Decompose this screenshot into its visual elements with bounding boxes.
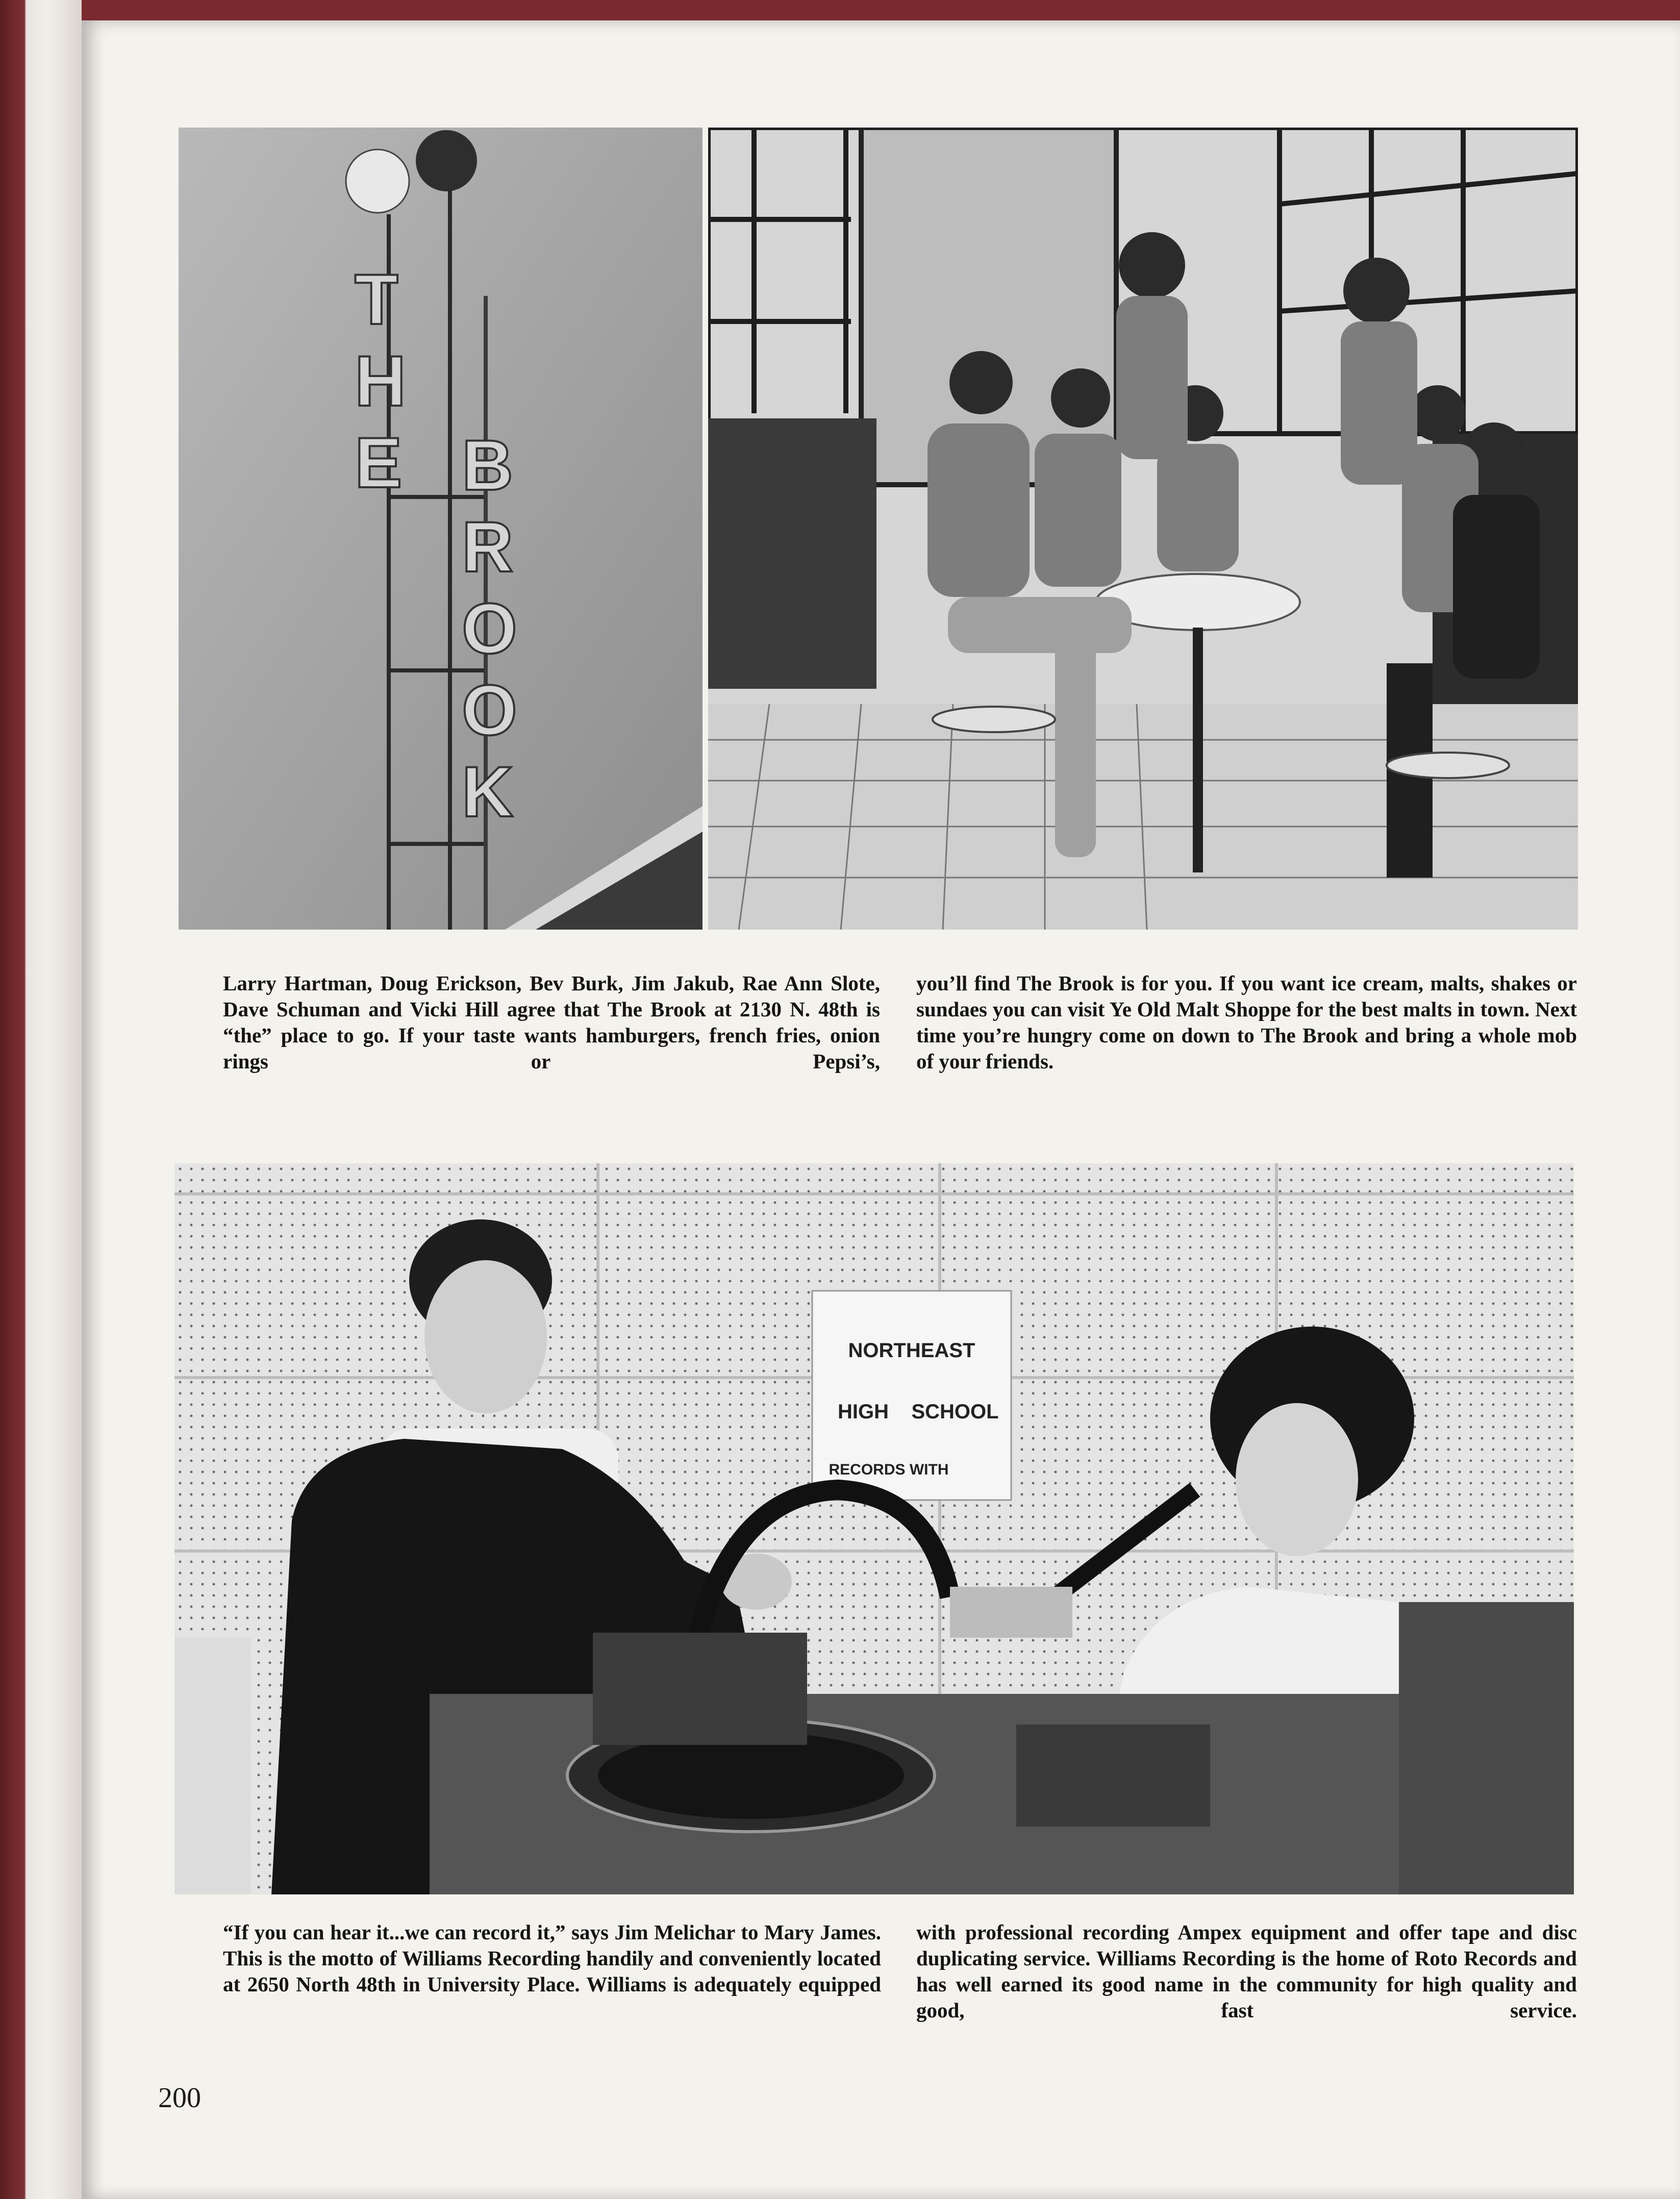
svg-text:B: B [462, 425, 514, 505]
sign-letter-the-3: E [355, 422, 403, 503]
brook-caption-right: you’ll find The Brook is for you. If you want ice cream, malts, shakes or sundaes you can visit Ye Old Malt Shoppe for the best malts in town. Next time you’re hungry come on down to The Brook and bring a whole mob of your friends. [916, 971, 1577, 1073]
svg-text:O: O [462, 588, 517, 668]
svg-text:K: K [462, 752, 514, 832]
svg-text:R: R [462, 507, 514, 587]
studio-sign-line-4: RECORDS WITH [829, 1461, 949, 1478]
recording-studio-photo [174, 1163, 1574, 1894]
studio-caption-left: “If you can hear it...we can record it,” says Jim Melichar to Mary James. This is the motto of Williams Recording handily and conveniently located at 2650 North 48th in University Place. Williams is adequately equipped [223, 1920, 881, 1996]
sign-letter-the-2: H [355, 341, 407, 421]
brook-sign-image [179, 128, 703, 930]
svg-text:O: O [462, 670, 517, 750]
brook-group-photo [708, 128, 1578, 930]
page-number: 200 [158, 2082, 201, 2114]
recording-studio-image [174, 1163, 1574, 1894]
studio-sign-line-1: NORTHEAST [848, 1339, 975, 1362]
studio-sign-line-2: HIGH [838, 1401, 889, 1423]
brook-caption-left: Larry Hartman, Doug Erickson, Bev Burk, Jim Jakub, Rae Ann Slote, Dave Schuman and Vicki Hill agree that The Brook at 2130 N. 48th is “the” place to go. If your taste wants hamburgers, french fries, onion rings or Pepsi’s, [223, 971, 880, 1073]
brook-group-image [708, 128, 1578, 930]
studio-caption-right: with professional recording Ampex equipment and offer tape and disc duplicating service. Williams Recording is the home of Roto Records and has well earned its good name in the community for high quality and good, fast service. [916, 1920, 1577, 2022]
brook-sign-photo [179, 128, 703, 930]
studio-sign-line-3: SCHOOL [911, 1401, 999, 1423]
sign-letter-the-1: T [355, 259, 398, 339]
yearbook-page [82, 20, 1680, 2199]
book-binding [0, 0, 82, 2199]
